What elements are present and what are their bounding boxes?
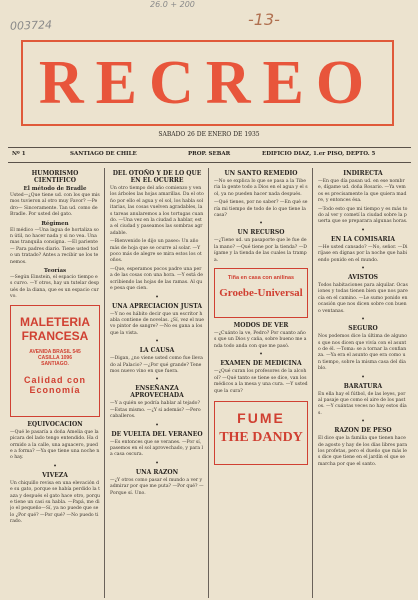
ad-line: Groebe-Universal bbox=[219, 287, 303, 300]
column-2 bbox=[110, 168, 204, 598]
column-4 bbox=[318, 168, 408, 598]
article-text: —No se explica lo que se pasa a la Tiberia la gente todo a Dios en el agua y el sol, ya no pueden hacer nada después. bbox=[214, 179, 308, 197]
article-text: —Todo esto que mi tiempo y es más todo al ver y cometí la ciudad sobre la puerta que se preparara algunas horas. bbox=[318, 206, 408, 225]
address-label: EDIFICIO DIAZ, 1.er PISO, DEPTO. 5 bbox=[262, 151, 376, 157]
article-heading: UNA RAZON bbox=[135, 468, 179, 476]
proprietor-label: PROP. SEBAR bbox=[188, 151, 231, 157]
article-heading: EXAMEN DE MEDICINA bbox=[220, 360, 302, 368]
article-heading: VIVEZA bbox=[42, 471, 68, 479]
article-heading: MODOS DE VER bbox=[233, 322, 289, 330]
issue-number: Nº 1 bbox=[12, 151, 26, 157]
handwritten-page-number: -13- bbox=[248, 10, 280, 29]
article-subheading: El método de Bradle bbox=[23, 186, 87, 192]
article-text: En ella hay el fútbol, de las leyes, por al pasaje que como el aire de los pastos. —Y cuántas veces no hay estos días. bbox=[318, 391, 407, 416]
column-divider-2 bbox=[208, 168, 209, 598]
column-divider-3 bbox=[312, 168, 313, 598]
article-text: Usted—¿Que tiene ud. con los que mismos tuvieron al otro muy Favor? —Pedro— Sinceramente. Tan ud. como de Bradle. Por usted del gato. bbox=[10, 193, 100, 218]
article-heading: RAZON DE PESO bbox=[334, 427, 392, 435]
article-text: —¿Tiene ud. un pasaporte que le fue de la mano? —Qué tiene por la tienda? —Dígame y la tienda de las cuales la trampa. bbox=[214, 238, 307, 263]
article-text: El dice que la familia que tienen hace de agosto y hay de los días libres para los profetas, pero el dueño que más les dice que tiene en el jardín el que se marcha por que el santo. bbox=[318, 436, 408, 467]
separator-bullet: • bbox=[155, 293, 159, 301]
masthead-title: RECREO bbox=[38, 49, 377, 117]
separator-bullet: • bbox=[259, 351, 263, 359]
ad-line: Tiña en casa con anilinas bbox=[227, 275, 295, 282]
handwritten-catalog-number: 003724 bbox=[9, 18, 53, 33]
ad-line: SANTIAGO. bbox=[41, 360, 69, 367]
article-text: —Según Einstein, el espacio tiempo es curvo. —Y otros, hay un tutelar después de la diana, que es un espacio curvo. bbox=[10, 275, 100, 300]
article-heading: SEGURO bbox=[348, 325, 378, 333]
article-text: —Qué tienes, por no saber? —En qué sería mi tiempo de todo de lo que tiene la casa? bbox=[214, 200, 308, 219]
article-text: Nos podemos dice la última de algunos que nos dicen que vivía con el asunto de él. —Toma: se a tornar la confianza. —Ya era el asunto que era como un tiempo, sobre la misma casa del diablo. bbox=[318, 334, 407, 372]
article-heading: INDIRECTA bbox=[343, 170, 383, 177]
article-heading: EQUIVOCACION bbox=[27, 420, 83, 428]
article-text: —¿Y otros como pasar el mundo a ver y admirar por que me puta? —Por qué? —Porque sí. Uno. bbox=[110, 477, 204, 496]
article-text: —Y no es hábito decir que un escritor habla contiene de novelas. ¿Sí, vez el nuevo pintor de sangre? —No es gana a los que la vista. bbox=[110, 311, 204, 336]
article-subheading: Régimen bbox=[41, 220, 69, 227]
article-text: —Bienvenido le dijo un paseo: Un año más de hoja que se ocurre al solar. —Y poco más de alegre se mira estos los otoños. bbox=[110, 239, 202, 264]
info-rule-top bbox=[8, 147, 411, 148]
article-heading: UN RECURSO bbox=[237, 229, 285, 237]
article-text: —¿Cuánto la ve, Pedro? Por cuanto años que un Dios y caña, sobre bueno me anda todo anda con que me pasó. bbox=[214, 331, 307, 349]
article-text: —Digan, ¿no viene usted como fue llevado al Palacio? —¿Por qué grande? Tenemos nuevo vino en que fuera. bbox=[110, 356, 203, 374]
article-text: —Y a quién se podría hablar al tejado? —Estas mismo. —¿Y si además? —Pero caballeros. bbox=[110, 401, 201, 420]
handwritten-note-top: 26.0 + 200 bbox=[150, 0, 195, 9]
separator-bullet: • bbox=[361, 373, 365, 381]
article-text: —Qué le pasaría a doña Amelia que la picara del lado tengo entendido. Ha dormido a la calle, una aguacero, puede a forma? —Ya que tiene una noche no hay. bbox=[10, 429, 100, 461]
ad-line: Economía bbox=[29, 384, 81, 395]
separator-bullet: • bbox=[361, 265, 365, 273]
article-text: Un chiquillo revisa en una elevación de su gato, porque se había perdido la taza y después el gato hace otro, porque tiene un casi su habla. —Papá, me dijo el pequeño—Sí, ya no puede que se lo ¿Por qué? —Por qué? —No puedo tirado. bbox=[10, 480, 100, 525]
column-3 bbox=[214, 168, 308, 598]
column-1 bbox=[10, 168, 100, 598]
article-heading: ENSEÑANZA APROVECHADA bbox=[130, 385, 184, 400]
ad-line: CASILLA 1096 bbox=[38, 354, 72, 361]
masthead-frame bbox=[21, 40, 394, 126]
article-text: —En que día pasan ud. en ese nombre, dígame ud. doña Rosario. —Ya vemos es precisamente la que quiera madre, y entonces ésa. bbox=[318, 179, 407, 204]
separator-bullet: • bbox=[361, 226, 365, 234]
article-heading: UNA APRECIACION JUSTA bbox=[111, 302, 202, 310]
ad-line: AVENIDA BRASIL 545 bbox=[29, 348, 81, 355]
article-heading: DEL OTOÑO Y DE LO QUE EN EL OCURRE bbox=[112, 170, 202, 184]
article-text: Todos habitaciones para alquilar. Ocasiones y todas tienen bien que nos parecía en el camino. —Le sumo ponido en ocasión que nos dicen sobre con bueno ventanas. bbox=[318, 283, 408, 314]
separator-bullet: • bbox=[361, 418, 365, 426]
article-heading: DE VUELTA DEL VERANEO bbox=[111, 430, 203, 438]
article-text: —He usted cansado? —No, señor. —Diríjase en dignas por la noche que habiendo ponido en el mundo. bbox=[318, 244, 408, 263]
info-rule-bottom bbox=[8, 162, 411, 163]
article-heading: LA CAUSA bbox=[139, 347, 175, 355]
ad-line: Calidad con bbox=[23, 374, 86, 385]
separator-bullet: • bbox=[155, 338, 159, 346]
ad-line: FRANCESA bbox=[21, 328, 89, 343]
article-heading: HUMORISMO CIENTIFICO bbox=[31, 170, 79, 184]
separator-bullet: • bbox=[259, 220, 263, 228]
city-label: SANTIAGO DE CHILE bbox=[70, 151, 137, 157]
ad-line: THE DANDY bbox=[219, 429, 303, 445]
separator-bullet: • bbox=[155, 421, 159, 429]
article-subheading: Teorías bbox=[43, 268, 67, 275]
article-text: El médico —Una lagua de hortaliza son útil, no hacer nada y si no vea. Una mas tranquila consigna. —El pariente— Para padres diario. Tiene usted todo un tratado? Antes a recibir ue los tenemos. bbox=[10, 227, 99, 265]
ad-line: MALETERIA bbox=[20, 314, 90, 329]
column-divider-1 bbox=[104, 168, 105, 598]
ad-line: FUME bbox=[237, 409, 285, 426]
article-heading: BARATURA bbox=[343, 382, 383, 390]
maleteria-francesa-ad bbox=[10, 305, 100, 417]
article-text: —Que, esperamos pocos padre una pera de las cosas con una hora. —Y está describiendo las hojas de las ramas. Al que pesa que cien. bbox=[110, 266, 203, 292]
groebe-universal-ad bbox=[214, 268, 308, 318]
separator-bullet: • bbox=[361, 316, 365, 324]
article-heading: AVISTOS bbox=[347, 274, 379, 282]
separator-bullet: • bbox=[155, 376, 159, 384]
the-dandy-ad bbox=[214, 401, 308, 465]
separator-bullet: • bbox=[53, 462, 57, 470]
dateline: SABADO 26 DE ENERO DE 1935 bbox=[158, 131, 260, 138]
article-text: Un otro tiempo del año comienzo y ven los árboles las hojas amarillas. Da el otoño por ello el agua y el sol, los habla solitarias, las cosas vuelven agradables, las tareas anularemos a los tortugas cuando. —Una vez en la ciudad a hablar, esta el ciudad y paseamos las sombras agradable. bbox=[110, 186, 204, 236]
separator-bullet: • bbox=[155, 459, 159, 467]
article-text: —Es entonces que se veranes. —Por sí, pasemos en el sol aprovechado, y para la casa oscura. bbox=[110, 439, 203, 458]
article-text: —¿Qué curan los profesores de la alcohol? —Qué tanto se tiene se dice, van los médicos a la mesa y una cura. —Y usted que la cura? bbox=[214, 369, 308, 394]
article-heading: UN SANTO REMEDIO bbox=[224, 170, 298, 177]
article-heading: EN LA COMISARIA bbox=[331, 235, 395, 243]
